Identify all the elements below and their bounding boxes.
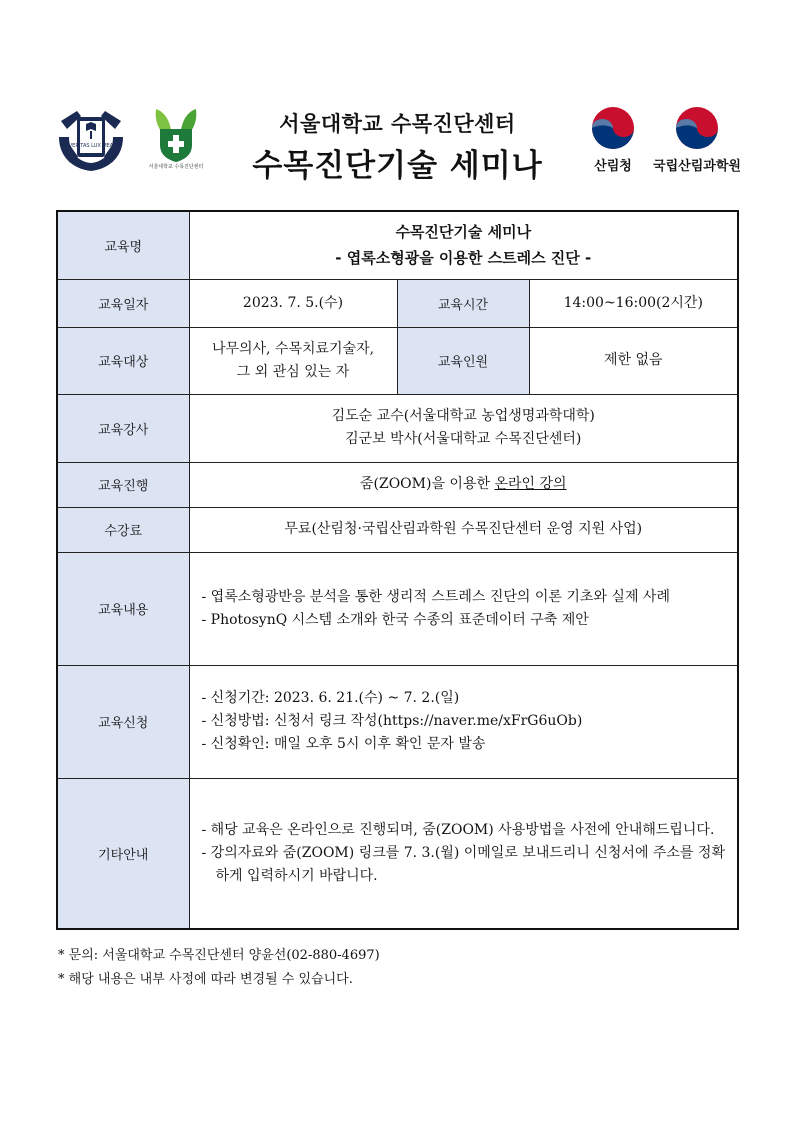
target-line2: 그 외 관심 있는 자 <box>236 363 350 380</box>
footnotes <box>58 944 380 992</box>
label-date: 교육일자 <box>57 279 189 327</box>
header <box>0 0 793 200</box>
row-progress <box>57 462 738 507</box>
course-name-value <box>189 211 738 279</box>
tree-center-caption: 서울대학교 수목진단센터 <box>148 164 204 170</box>
label-content: 교육내용 <box>57 552 189 665</box>
instructor-1: 김도순 교수(서울대학교 농업생명과학대학) <box>331 408 595 424</box>
row-fee <box>57 507 738 552</box>
course-title-line2: - 엽록소형광을 이용한 스트레스 진단 - <box>335 249 592 268</box>
seminar-info-table <box>56 210 739 930</box>
label-instructors: 교육강사 <box>57 394 189 462</box>
fee-value: 무료(산림청·국립산림과학원 수목진단센터 운영 지원 사업) <box>189 507 738 552</box>
page-title: 수목진단기술 세미나 <box>252 148 543 184</box>
other-info-item-1: - 해당 교육은 온라인으로 진행되며, 줌(ZOOM) 사용방법을 사전에 안내해드립니다. <box>201 821 715 838</box>
korea-forest-service-logo <box>586 105 640 177</box>
label-fee: 수강료 <box>57 507 189 552</box>
header-subtitle: 서울대학교 수목진단센터 <box>279 112 516 136</box>
label-course-name: 교육명 <box>57 211 189 279</box>
instructors-value <box>189 394 738 462</box>
progress-prefix: 줌(ZOOM)을 이용한 <box>359 476 495 492</box>
time-value: 14:00~16:00(2시간) <box>529 279 738 327</box>
svg-text:VERITAS LUX MEA: VERITAS LUX MEA <box>68 143 114 149</box>
kfs-label: 산림청 <box>594 159 632 174</box>
label-application: 교육신청 <box>57 665 189 778</box>
label-target: 교육대상 <box>57 327 189 394</box>
content-value <box>189 552 738 665</box>
row-target-capacity <box>57 327 738 394</box>
application-value <box>189 665 738 778</box>
row-course-name <box>57 211 738 279</box>
row-other-info <box>57 778 738 929</box>
label-other-info: 기타안내 <box>57 778 189 929</box>
other-info-value <box>189 778 738 929</box>
other-info-item-2: - 강의자료와 줌(ZOOM) 링크를 7. 3.(월) 이메일로 보내드리니 신청서에 주소를 정확하게 입력하시기 바랍니다. <box>201 844 725 884</box>
snu-emblem-logo <box>55 107 127 175</box>
date-value: 2023. 7. 5.(수) <box>189 279 397 327</box>
content-item-2: - PhotosynQ 시스템 소개와 한국 수종의 표준데이터 구축 제안 <box>201 611 589 628</box>
contact-note: * 문의: 서울대학교 수목진단센터 양윤선(02-880-4697) <box>58 948 380 963</box>
capacity-value: 제한 없음 <box>529 327 738 394</box>
application-method: - 신청방법: 신청서 링크 작성(https://naver.me/xFrG6uOb) <box>201 713 583 729</box>
row-date-time <box>57 279 738 327</box>
row-content <box>57 552 738 665</box>
label-progress: 교육진행 <box>57 462 189 507</box>
course-title-line1: 수목진단기술 세미나 <box>395 223 532 242</box>
application-confirmation: - 신청확인: 매일 오후 5시 이후 확인 문자 발송 <box>201 736 486 752</box>
label-capacity: 교육인원 <box>397 327 529 394</box>
row-application <box>57 665 738 778</box>
nifos-label: 국립산림과학원 <box>653 159 741 174</box>
row-instructors <box>57 394 738 462</box>
tree-diagnosis-center-logo <box>140 105 212 177</box>
label-time: 교육시간 <box>397 279 529 327</box>
nifos-logo <box>650 105 744 177</box>
application-period: - 신청기간: 2023. 6. 21.(수) ~ 7. 2.(일) <box>201 690 460 706</box>
progress-emphasis: 온라인 강의 <box>494 476 567 492</box>
instructor-2: 김군보 박사(서울대학교 수목진단센터) <box>345 431 582 447</box>
content-item-1: - 엽록소형광반응 분석을 통한 생리적 스트레스 진단의 이론 기초와 실제 사례 <box>201 588 670 605</box>
target-line1: 나무의사, 수목치료기술자, <box>211 340 375 357</box>
change-notice: * 해당 내용은 내부 사정에 따라 변경될 수 있습니다. <box>58 972 353 987</box>
progress-value <box>189 462 738 507</box>
target-value <box>189 327 397 394</box>
